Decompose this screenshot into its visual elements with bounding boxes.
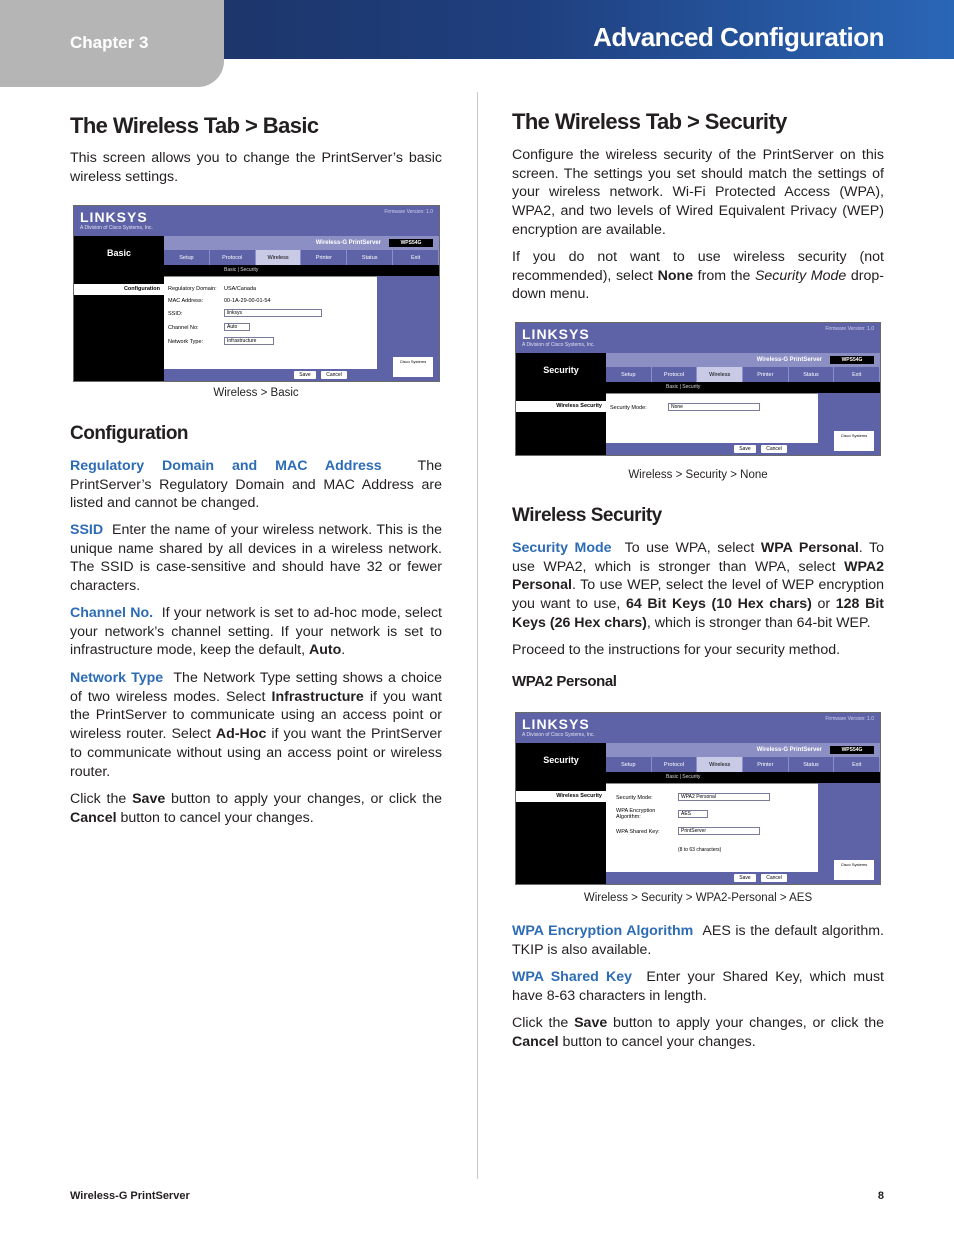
tab-exit[interactable]: Exit [393,250,439,265]
tab-setup[interactable]: Setup [606,367,652,382]
subtabs[interactable]: Basic | Security [164,265,439,276]
proceed-paragraph: Proceed to the instructions for your security method. [512,642,841,658]
cisco-logo: Cisco Systems [834,431,874,451]
channel-auto: Auto [308,642,342,659]
none-text-c: from the [697,267,751,284]
wireless-security-heading: The Wireless Tab > Security [512,109,787,134]
click-text-c: button to cancel your changes. [562,1033,756,1050]
model-badge: WPS54G [830,746,874,754]
caption-security-none: Wireless > Security > None [628,469,768,481]
ssid-paragraph [70,521,442,596]
sm-text-c: . To use WEP, select the level of WEP encryption you want to use, [512,577,884,613]
tab-wireless[interactable]: Wireless [697,757,743,772]
encryption-algorithm-term: WPA Encryption Algorithm [512,923,694,939]
click-cancel: Cancel [70,809,117,826]
security-mode-select[interactable]: None [668,403,760,411]
wireless-basic-heading: The Wireless Tab > Basic [70,113,319,138]
cancel-button[interactable]: Cancel [761,874,787,882]
sm-text-e: , which is stronger than 64-bit WEP. [646,614,871,631]
sidebar-item-wireless-security: Wireless Security [516,401,606,412]
screen-main [164,276,377,369]
wireless-security-subheading: Wireless Security [512,505,662,526]
channel-select[interactable]: Auto [224,323,250,331]
screen-tabs [164,250,439,265]
left-click-paragraph [70,790,442,827]
none-text-a: If you do not want to use wireless security (not recommended), select [512,249,884,284]
firmware-version: Firmware Version: 1.0 [384,209,433,215]
logo-subtitle: A Division of Cisco Systems, Inc. [522,732,595,738]
click-text-a: Click the [70,791,127,807]
reg-domain-paragraph [70,457,442,513]
subtabs[interactable]: Basic | Security [606,382,880,393]
screen-main [606,393,818,443]
security-mode-italic: Security Mode [754,267,847,284]
sm-text-d: or [817,596,831,613]
none-text-e: drop-down menu. [512,267,884,303]
tab-wireless[interactable]: Wireless [256,250,302,265]
right-click-paragraph [512,1014,884,1051]
network-type-text-a: The Network Type setting shows a choice of two wireless modes. Select [70,670,442,705]
click-text-b: button to apply your changes, or click the [171,791,442,807]
screen-button-bar [606,872,818,884]
wireless-basic-intro: This screen allows you to change the PrintServer’s basic wireless settings. [70,150,442,185]
tab-protocol[interactable]: Protocol [652,367,698,382]
click-save: Save [574,1015,608,1031]
screen-tabs [606,757,880,772]
sm-wpa: WPA Personal [760,540,859,556]
screen-button-bar [606,443,818,455]
encryption-algorithm-text: AES is the default algorithm. TKIP is also available. [512,923,884,958]
security-mode-label: Security Mode: [616,795,653,801]
product-name: Wireless-G PrintServer [315,240,381,246]
screen-button-bar [164,369,377,381]
logo-subtitle: A Division of Cisco Systems, Inc. [522,342,595,348]
chapter-label: Chapter 3 [70,33,149,52]
mac-address-label: MAC Address: [168,298,204,304]
security-mode-label: Security Mode: [610,405,647,411]
linksys-logo: LINKSYS [522,326,590,342]
subtabs[interactable]: Basic | Security [606,772,880,783]
encryption-algorithm-label: WPA Encryption Algorithm: [616,808,656,820]
product-name: Wireless-G PrintServer [756,747,822,753]
reg-domain-text: The PrintServer’s Regulatory Domain and MAC Address are listed and cannot be changed. [70,458,442,512]
cisco-logo: Cisco Systems [834,860,874,880]
network-type-select[interactable]: Infrastructure [224,337,274,345]
tab-status[interactable]: Status [347,250,393,265]
shared-key-hint: (8 to 63 characters) [678,847,722,853]
screen-sidebar [74,276,164,381]
chapter-tab [0,0,224,87]
sm-wpa2: WPA2 Personal [512,558,884,594]
network-type-term: Network Type [70,670,164,686]
network-type-paragraph [70,669,442,781]
screenshot-wireless-basic [73,205,440,382]
click-text-a: Click the [512,1015,569,1031]
encryption-algorithm-select[interactable]: AES [678,810,708,818]
ssid-text: Enter the name of your wireless network. This is the unique name shared by all devices in a wireless network. The SSID is case-sensitive and should have 32 or fewer characters. [70,522,442,595]
screen-page-name: Basic [74,236,164,276]
channel-label: Channel No: [168,325,199,331]
screenshot-security-wpa2 [515,712,881,885]
screen-sidebar [516,393,606,455]
sm-text-b: . To use WPA2, which is stronger than WPA, select [512,540,884,575]
shared-key-input[interactable]: PrintServer [678,827,760,835]
ssid-term: SSID [70,522,104,538]
click-text-c: button to cancel your changes. [120,809,314,826]
linksys-logo: LINKSYS [80,209,148,225]
column-divider [477,92,478,1179]
screen-right-panel [377,276,439,381]
none-value: None [657,267,694,284]
screenshot-security-none [515,322,881,456]
shared-key-label: WPA Shared Key: [616,829,660,835]
wireless-security-intro: Configure the wireless security of the PrintServer on this screen. The settings you set should match the settings of your wireless network. Wi-Fi Protected Access (WPA), WPA2, and two levels of Wired Equivalent Privacy (WEP) encryption are available. [512,147,884,238]
click-text-b: button to apply your changes, or click the [613,1015,884,1031]
none-paragraph [512,248,884,304]
save-button[interactable]: Save [734,874,756,882]
model-badge: WPS54G [830,356,874,364]
caption-security-wpa2: Wireless > Security > WPA2-Personal > AES [583,892,813,904]
encryption-algorithm-paragraph [512,922,884,959]
sm-text-a: To use WPA, select [624,540,755,556]
firmware-version: Firmware Version: 1.0 [825,716,874,722]
network-type-text-b: if you want the PrintServer to communicate using an access point or wireless router. Select [70,688,442,743]
network-type-infra: Infrastructure [271,688,364,705]
tab-exit[interactable]: Exit [834,367,880,382]
linksys-logo: LINKSYS [522,716,590,732]
tab-status[interactable]: Status [789,367,835,382]
mac-address-value: 00-1A-29-00-01-54 [224,298,271,304]
tab-protocol[interactable]: Protocol [210,250,256,265]
ssid-input[interactable]: linksys [224,309,322,317]
page-title: Advanced Configuration [593,22,884,52]
shared-key-text: Enter your Shared Key, which must have 8-63 characters in length. [512,969,884,1004]
security-mode-term: Security Mode [512,540,612,556]
screen-sidebar [516,783,606,884]
tab-printer[interactable]: Printer [301,250,347,265]
tab-setup[interactable]: Setup [164,250,210,265]
sidebar-item-configuration: Configuration [74,284,164,295]
tab-protocol[interactable]: Protocol [652,757,698,772]
product-name: Wireless-G PrintServer [756,357,822,363]
channel-term: Channel No. [70,605,154,621]
tab-exit[interactable]: Exit [834,757,880,772]
sm-64bit: 64 Bit Keys (10 Hex chars) [626,596,812,613]
security-mode-select[interactable]: WPA2 Personal [678,793,770,801]
product-bar [606,353,880,367]
cisco-logo: Cisco Systems [393,357,433,377]
network-type-adhoc: Ad-Hoc [215,726,267,743]
sm-128bit: 128 Bit Keys (26 Hex chars) [512,596,884,631]
tab-setup[interactable]: Setup [606,757,652,772]
click-save: Save [132,791,166,807]
tab-printer[interactable]: Printer [743,757,789,772]
shared-key-paragraph [512,968,884,1005]
screen-main [606,783,818,872]
page-number: 8 [877,1190,884,1202]
product-bar [164,236,439,250]
screen-right-panel [818,393,880,455]
tab-status[interactable]: Status [789,757,835,772]
reg-domain-value: USA/Canada [224,286,257,292]
cancel-button[interactable]: Cancel [761,445,787,453]
shared-key-term: WPA Shared Key [512,969,633,985]
network-type-text-c: if you want the PrintServer to communicate without using an access point or wireless router. [70,726,443,780]
network-type-label: Network Type: [168,339,204,345]
channel-paragraph: Channel No. If your network is set to ad-hoc mode, select your network’s channel setting. If your network is set to infrastructure mode, keep the default, Auto. [70,605,442,659]
reg-domain-label: Regulatory Domain: [168,286,217,292]
ssid-label: SSID: [168,311,183,317]
wpa2-personal-heading: WPA2 Personal [512,673,617,690]
product-bar [606,743,880,757]
screen-page-name: Security [516,743,606,783]
tab-wireless[interactable]: Wireless [697,367,743,382]
model-badge: WPS54G [389,239,433,247]
tab-printer[interactable]: Printer [743,367,789,382]
click-cancel: Cancel [512,1033,559,1050]
channel-text: If your network is set to ad-hoc mode, select your network’s channel setting. If your network is set to infrastructure mode, keep the default, [70,605,442,659]
save-button[interactable]: Save [734,445,756,453]
reg-domain-term: Regulatory Domain and MAC Address [70,458,382,474]
screen-tabs [606,367,880,382]
configuration-heading: Configuration [70,423,189,444]
footer-product: Wireless-G PrintServer [70,1190,190,1202]
caption-wireless-basic: Wireless > Basic [213,387,299,399]
screen-right-panel [818,783,880,884]
screen-page-name: Security [516,353,606,393]
security-mode-paragraph [512,539,884,633]
save-button[interactable]: Save [294,371,316,379]
cancel-button[interactable]: Cancel [321,371,347,379]
logo-subtitle: A Division of Cisco Systems, Inc. [80,225,153,231]
sidebar-item-wireless-security: Wireless Security [516,791,606,802]
firmware-version: Firmware Version: 1.0 [825,326,874,332]
